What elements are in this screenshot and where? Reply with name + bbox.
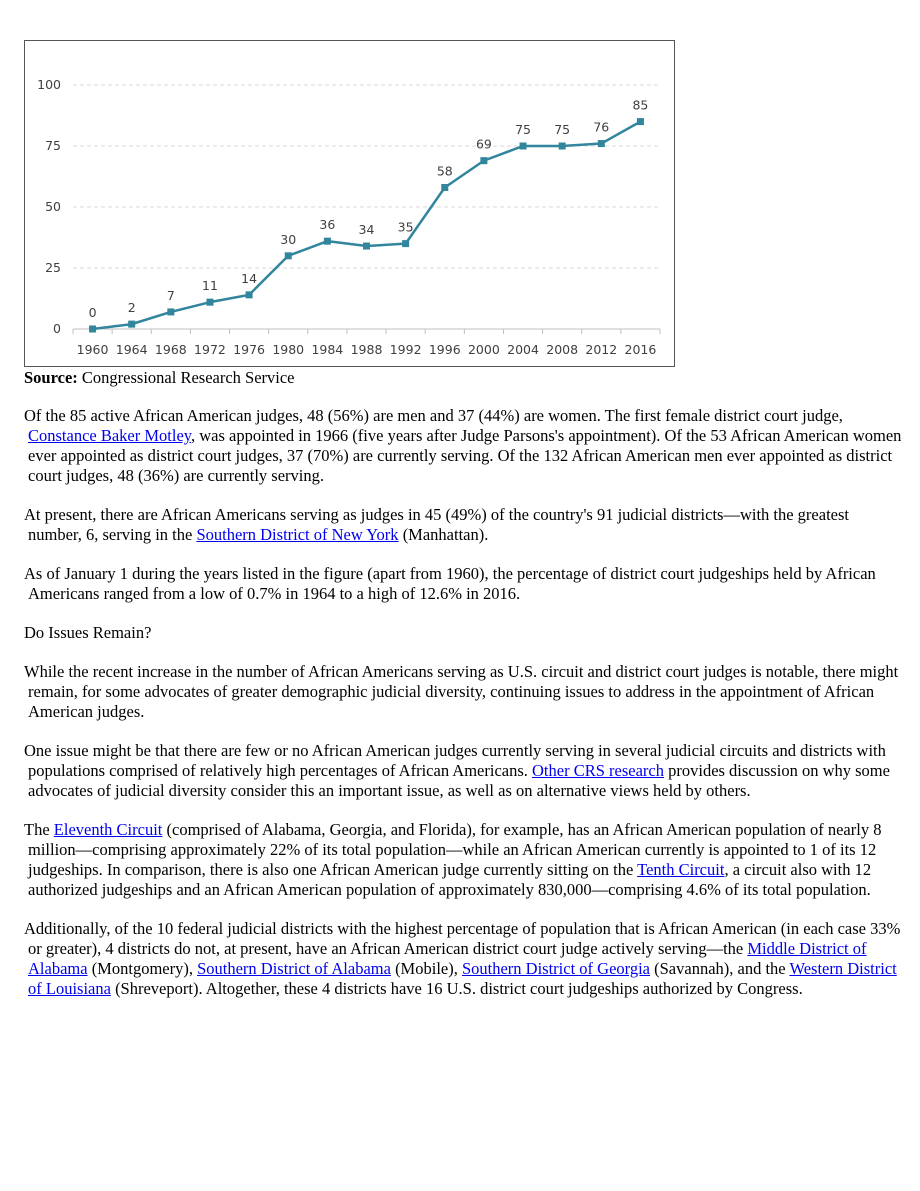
link-southern-district-alabama[interactable]: Southern District of Alabama [197,959,391,978]
chart-figure [24,40,675,367]
paragraph-text: One issue might be that there are few or no African American judges currently serving in several judicial circuits and districts with populations comprised of relatively high percentages of African Americans. [24,741,886,780]
data-label: 69 [475,136,492,152]
data-point [637,118,644,125]
data-label: 76 [593,119,610,135]
data-label: 11 [202,278,218,294]
data-label: 75 [554,122,571,137]
paragraph-text: Of the 85 active African American judges, 48 (56%) are men and 37 (44%) are women. The first female district court judge, [24,406,843,425]
paragraph-districts-without-judges [24,919,904,999]
x-tick-label: 2004 [507,342,539,357]
paragraph-judges-gender [24,406,904,486]
data-label: 2 [127,300,136,316]
x-tick-label: 1980 [272,342,305,357]
x-tick-label: 1992 [389,342,422,357]
paragraph-text: The [24,820,54,839]
data-point [598,140,605,147]
data-label: 35 [397,219,414,235]
link-middle-district-alabama[interactable]: Middle District of Alabama [28,939,867,978]
paragraph-text: (Manhattan). [398,525,489,544]
data-point [167,308,174,315]
link-western-district-louisiana[interactable]: Western District of Louisiana [28,959,897,998]
link-tenth-circuit[interactable]: Tenth Circuit [637,860,725,879]
x-tick-label: 1996 [428,342,461,357]
paragraph-text: (comprised of Alabama, Georgia, and Florida), for example, has an African American population of nearly 8 million—comprising approximately 22% of its total population—while an African American currently is appointed to 1 of its 12 judgeships. In comparison, there is also one African American judge currently sitting on the [28,820,882,879]
paragraph-districts [24,505,904,545]
link-other-crs-research[interactable]: Other CRS research [532,761,664,780]
data-point [324,238,331,245]
paragraph-representation [24,741,904,801]
x-tick-label: 1964 [115,342,148,357]
article-body [24,368,904,1018]
link-eleventh-circuit[interactable]: Eleventh Circuit [53,820,163,839]
x-tick-label: 1972 [194,342,226,357]
data-label: 85 [632,97,649,113]
paragraph-text: (Montgomery), [87,959,198,978]
data-point [363,243,370,250]
paragraph-percentage: As of January 1 during the years listed in the figure (apart from 1960), the percentage of district court judgeships held by African Americans ranged from a low of 0.7% in 1964 to a high of 12.6% in 2016. [24,564,876,603]
data-point [89,326,96,333]
section-heading: Do Issues Remain? [24,623,152,642]
x-tick-label: 2008 [546,342,579,357]
paragraph-text: (Mobile), [390,959,462,978]
y-tick-label: 25 [45,260,61,275]
data-label: 30 [280,231,297,247]
y-tick-label: 75 [45,138,61,153]
data-label: 58 [436,163,453,179]
paragraph-text: Additionally, of the 10 federal judicial districts with the highest percentage of population that is African American (in each case 33% or greater), 4 districts do not, at present, have an African American district court judge actively serving—the [24,919,901,958]
y-tick-label: 100 [37,77,61,92]
data-label: 0 [88,305,97,320]
data-point [206,299,213,306]
data-label: 14 [241,270,258,286]
x-tick-label: 1976 [233,342,266,357]
data-point [559,143,566,150]
paragraph-text: provides discussion on why some advocates of judicial diversity consider this an important issue, as well as on alternative views held by others. [28,761,890,800]
paragraph-circuits [24,820,904,900]
x-tick-label: 2000 [467,342,500,357]
x-tick-label: 1968 [154,342,187,357]
x-tick-label: 2012 [585,342,618,357]
x-tick-label: 1984 [311,342,344,357]
data-label: 7 [166,287,175,303]
data-point [520,143,527,150]
data-point [285,252,292,259]
x-tick-label: 1960 [76,342,109,357]
data-label: 75 [515,122,531,137]
data-point [441,184,448,191]
y-tick-label: 0 [53,321,61,336]
line-chart [25,41,675,367]
link-constance-baker-motley[interactable]: Constance Baker Motley [28,426,191,445]
y-tick-label: 50 [45,199,61,214]
source-line [24,368,904,388]
link-southern-district-georgia[interactable]: Southern District of Georgia [461,959,651,978]
paragraph-text: (Shreveport). Altogether, these 4 districts have 16 U.S. district court judgeships authorized by Congress. [110,979,803,998]
data-point [128,321,135,328]
data-point [246,291,253,298]
paragraph-text: , was appointed in 1966 (five years after Judge Parsons's appointment). Of the 53 African American women ever appointed as district court judges, 37 (70%) are currently serving. Of the 132 African American men ever appointed as district court judges, 48 (36%) are currently serving. [28,426,902,485]
x-tick-label: 2016 [624,342,657,357]
source-label: Source: [24,368,78,387]
paragraph-issues: While the recent increase in the number of African Americans serving as U.S. circuit and district court judges is notable, there might remain, for some advocates of greater demographic judicial diversity, continuing issues to address in the appointment of African American judges. [24,662,899,721]
source-text: Congressional Research Service [77,368,295,387]
data-point [402,240,409,247]
data-label: 36 [319,217,336,233]
paragraph-text: , a circuit also with 12 authorized judgeships and an African American population of approximately 830,000—comprising 4.6% of its total population. [28,860,872,899]
x-tick-label: 1988 [350,342,383,357]
data-point [480,157,487,164]
link-southern-district-new-york[interactable]: Southern District of New York [196,525,399,544]
data-label: 34 [358,222,375,238]
paragraph-text: (Savannah), and the [650,959,790,978]
paragraph-text: At present, there are African Americans serving as judges in 45 (49%) of the country's 91 judicial districts—with the greatest number, 6, serving in the [24,505,849,544]
